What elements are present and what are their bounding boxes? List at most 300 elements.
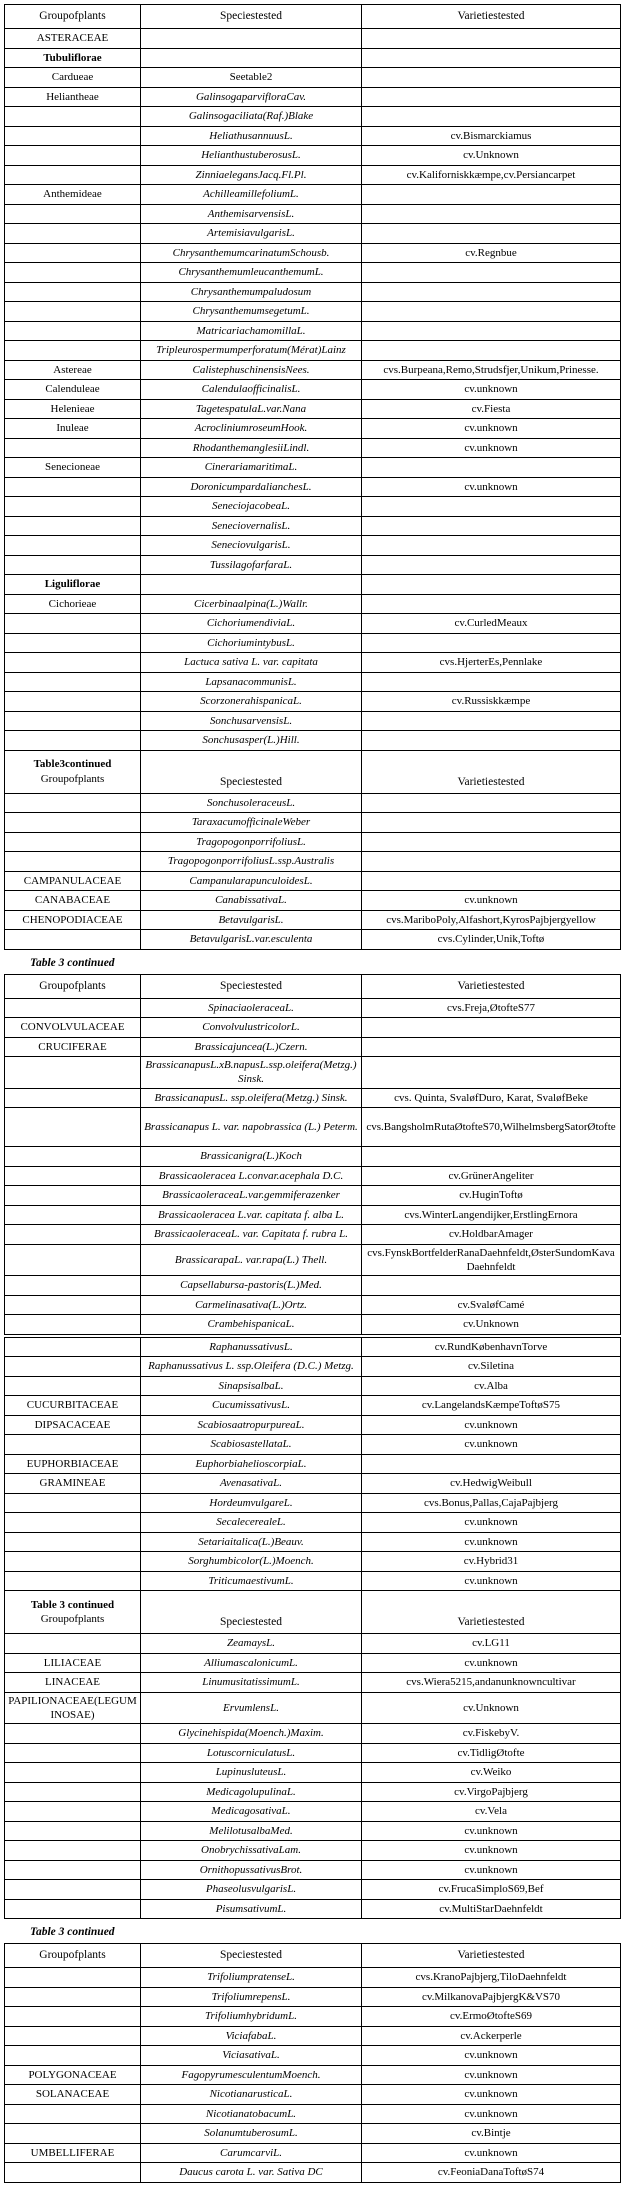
species-cell: AvenasativaL. xyxy=(141,1474,362,1494)
species-table xyxy=(4,1337,621,1920)
species-cell: Raphanussativus L. ssp.Oleifera (D.C.) Metzg. xyxy=(141,1357,362,1377)
species-cell: HelianthustuberosusL. xyxy=(141,146,362,166)
table-row xyxy=(5,1532,621,1552)
group-cell: CONVOLVULACEAE xyxy=(5,1018,141,1038)
species-cell: Sonchusasper(L.)Hill. xyxy=(141,731,362,751)
group-cell xyxy=(5,1532,141,1552)
species-cell: AlliumascalonicumL. xyxy=(141,1653,362,1673)
varieties-cell: cv.FrucaSimploS69,Bef xyxy=(362,1880,621,1900)
species-cell: Galinsogaciliata(Raf.)Blake xyxy=(141,107,362,127)
varieties-cell xyxy=(362,711,621,731)
table-row xyxy=(5,653,621,673)
varieties-cell xyxy=(362,68,621,88)
species-cell: CichoriumendiviaL. xyxy=(141,614,362,634)
table-row xyxy=(5,1782,621,1802)
group-cell: Cardueae xyxy=(5,68,141,88)
varieties-cell xyxy=(362,263,621,283)
table-row xyxy=(5,1018,621,1038)
group-cell xyxy=(5,731,141,751)
group-cell xyxy=(5,1337,141,1357)
table-row xyxy=(5,1225,621,1245)
group-cell: PAPILIONACEAE(LEGUMINOSAE) xyxy=(5,1692,141,1724)
table-row xyxy=(5,2026,621,2046)
group-cell: Inuleae xyxy=(5,419,141,439)
varieties-cell xyxy=(362,633,621,653)
table-row xyxy=(5,1552,621,1572)
varieties-cell: cv.Ackerperle xyxy=(362,2026,621,2046)
table-row xyxy=(5,1037,621,1057)
table-row xyxy=(5,1376,621,1396)
table-row xyxy=(5,1415,621,1435)
species-cell: Capsellabursa-pastoris(L.)Med. xyxy=(141,1276,362,1296)
group-cell xyxy=(5,516,141,536)
header-row xyxy=(5,5,621,29)
group-cell xyxy=(5,2026,141,2046)
group-cell: Helenieae xyxy=(5,399,141,419)
table-row xyxy=(5,1821,621,1841)
species-cell: CalistephuschinensisNees. xyxy=(141,360,362,380)
varieties-cell xyxy=(362,555,621,575)
species-cell: NicotianarusticaL. xyxy=(141,2085,362,2105)
group-cell xyxy=(5,1634,141,1654)
table-row xyxy=(5,2046,621,2066)
table-row xyxy=(5,321,621,341)
species-cell: TriticumaestivumL. xyxy=(141,1571,362,1591)
column-header-species: Speciestested xyxy=(141,974,362,998)
group-cell xyxy=(5,1205,141,1225)
species-cell: Cicerbinaalpina(L.)Wallr. xyxy=(141,594,362,614)
table-row xyxy=(5,1860,621,1880)
table-row xyxy=(5,692,621,712)
column-header-varieties: Varietiestested xyxy=(362,974,621,998)
varieties-cell: cv.Bintje xyxy=(362,2124,621,2144)
group-cell: Senecioneae xyxy=(5,458,141,478)
group-cell xyxy=(5,497,141,517)
varieties-cell: cv.unknown xyxy=(362,419,621,439)
species-cell: MedicagosativaL. xyxy=(141,1802,362,1822)
species-cell: ViciasativaL. xyxy=(141,2046,362,2066)
table-row xyxy=(5,1692,621,1724)
table-row xyxy=(5,107,621,127)
species-cell: BrassicarapaL. var.rapa(L.) Thell. xyxy=(141,1244,362,1276)
species-cell: SecalecerealeL. xyxy=(141,1513,362,1533)
group-cell xyxy=(5,126,141,146)
varieties-cell: cv.Russiskkæmpe xyxy=(362,692,621,712)
group-cell xyxy=(5,2124,141,2144)
varieties-cell xyxy=(362,731,621,751)
table-row xyxy=(5,380,621,400)
column-header-group: Groupofplants xyxy=(40,1613,105,1626)
varieties-cell: cv.HuginToftø xyxy=(362,1186,621,1206)
table-row xyxy=(5,1987,621,2007)
table-row xyxy=(5,419,621,439)
group-cell: CUCURBITACEAE xyxy=(5,1396,141,1416)
species-cell: CichoriumintybusL. xyxy=(141,633,362,653)
group-cell xyxy=(5,1376,141,1396)
species-cell: Daucus carota L. var. Sativa DC xyxy=(141,2163,362,2183)
column-header-group: Groupofplants xyxy=(5,5,141,29)
group-cell: Liguliflorae xyxy=(5,575,141,595)
table-row xyxy=(5,399,621,419)
group-cell xyxy=(5,633,141,653)
table-row xyxy=(5,1513,621,1533)
species-cell: BrassicaoleraceaL. var. Capitata f. rubra L. xyxy=(141,1225,362,1245)
varieties-cell: cv.unknown xyxy=(362,1513,621,1533)
species-cell: TrifoliumpratenseL. xyxy=(141,1968,362,1988)
species-cell: MatricariachamomillaL. xyxy=(141,321,362,341)
table-row xyxy=(5,458,621,478)
table-row xyxy=(5,48,621,68)
varieties-cell: cv.unknown xyxy=(362,1435,621,1455)
varieties-cell: cvs.Wiera5215,andanunknowncultivar xyxy=(362,1673,621,1693)
group-cell: EUPHORBIACEAE xyxy=(5,1454,141,1474)
species-cell: TrifoliumhybridumL. xyxy=(141,2007,362,2027)
table-row xyxy=(5,1186,621,1206)
table-row xyxy=(5,1337,621,1357)
table-row xyxy=(5,852,621,872)
group-cell xyxy=(5,282,141,302)
group-cell xyxy=(5,1821,141,1841)
column-header-species: Speciestested xyxy=(141,1944,362,1968)
table-row xyxy=(5,29,621,49)
species-cell: SeneciovernalisL. xyxy=(141,516,362,536)
table-row xyxy=(5,614,621,634)
table-row xyxy=(5,263,621,283)
species-cell: ScabiosastellataL. xyxy=(141,1435,362,1455)
varieties-cell xyxy=(362,458,621,478)
group-cell xyxy=(5,321,141,341)
species-cell: Glycinehispida(Moench.)Maxim. xyxy=(141,1724,362,1744)
group-cell xyxy=(5,1743,141,1763)
species-cell: OnobrychissativaLam. xyxy=(141,1841,362,1861)
group-cell xyxy=(5,2046,141,2066)
varieties-cell: cv.CurledMeaux xyxy=(362,614,621,634)
table-row xyxy=(5,87,621,107)
varieties-cell: cv.unknown xyxy=(362,1841,621,1861)
species-cell: Brassicaoleracea L.var. capitata f. alba L. xyxy=(141,1205,362,1225)
species-cell: HordeumvulgareL. xyxy=(141,1493,362,1513)
group-cell xyxy=(5,165,141,185)
varieties-cell xyxy=(362,672,621,692)
varieties-cell: cv.unknown xyxy=(362,2046,621,2066)
group-cell: CAMPANULACEAE xyxy=(5,871,141,891)
species-cell: DoronicumpardalianchesL. xyxy=(141,477,362,497)
species-cell: Brassicaoleracea L.convar.acephala D.C. xyxy=(141,1166,362,1186)
group-cell xyxy=(5,832,141,852)
group-cell xyxy=(5,1147,141,1167)
group-cell: Tubuliflorae xyxy=(5,48,141,68)
group-cell xyxy=(5,1987,141,2007)
group-cell xyxy=(5,1802,141,1822)
group-cell xyxy=(5,438,141,458)
table-row xyxy=(5,555,621,575)
species-cell: GalinsogaparvifloraCav. xyxy=(141,87,362,107)
species-cell: ChrysanthemumcarinatumSchousb. xyxy=(141,243,362,263)
group-cell xyxy=(5,1225,141,1245)
species-cell: EuphorbiahelioscorpiaL. xyxy=(141,1454,362,1474)
varieties-cell xyxy=(362,594,621,614)
varieties-cell: cv.FiskebyV. xyxy=(362,1724,621,1744)
varieties-cell xyxy=(362,1147,621,1167)
group-cell xyxy=(5,1276,141,1296)
group-cell xyxy=(5,1295,141,1315)
table-row xyxy=(5,204,621,224)
group-cell xyxy=(5,302,141,322)
varieties-cell xyxy=(362,1454,621,1474)
varieties-cell xyxy=(362,341,621,361)
column-header-varieties: Varietiestested xyxy=(362,1591,621,1634)
species-cell: BrassicaoleraceaL.var.gemmiferazenker xyxy=(141,1186,362,1206)
varieties-cell xyxy=(362,575,621,595)
table-row xyxy=(5,302,621,322)
species-cell: TagetespatulaL.var.Nana xyxy=(141,399,362,419)
varieties-cell: cv.unknown xyxy=(362,477,621,497)
group-cell xyxy=(5,1057,141,1089)
varieties-cell: cv.GrünerAngeliter xyxy=(362,1166,621,1186)
group-cell xyxy=(5,1860,141,1880)
group-cell xyxy=(5,146,141,166)
varieties-cell: cv.TidligØtofte xyxy=(362,1743,621,1763)
group-cell xyxy=(5,224,141,244)
varieties-cell: cv.unknown xyxy=(362,1821,621,1841)
varieties-cell: cv.Alba xyxy=(362,1376,621,1396)
varieties-cell: cvs.WinterLangendijker,ErstlingErnora xyxy=(362,1205,621,1225)
varieties-cell: cv.unknown xyxy=(362,891,621,911)
varieties-cell: cv.Unknown xyxy=(362,1692,621,1724)
group-cell: CRUCIFERAE xyxy=(5,1037,141,1057)
species-cell: OrnithopussativusBrot. xyxy=(141,1860,362,1880)
group-cell xyxy=(5,1315,141,1335)
species-cell: ScabiosaatropurpureaL. xyxy=(141,1415,362,1435)
table-row xyxy=(5,1724,621,1744)
column-header-group: Groupofplants xyxy=(5,1944,141,1968)
table-row xyxy=(5,1968,621,1988)
group-cell: GRAMINEAE xyxy=(5,1474,141,1494)
table-row xyxy=(5,1088,621,1108)
table-caption: Table 3 continued xyxy=(30,956,115,969)
group-cell xyxy=(5,692,141,712)
species-cell: HeliathusannuusL. xyxy=(141,126,362,146)
group-cell: POLYGONACEAE xyxy=(5,2065,141,2085)
species-cell: AchilleamillefoliumL. xyxy=(141,185,362,205)
varieties-cell xyxy=(362,1037,621,1057)
table-row xyxy=(5,224,621,244)
group-cell: SOLANACEAE xyxy=(5,2085,141,2105)
species-cell: TragopogonporrifoliusL. xyxy=(141,832,362,852)
group-cell xyxy=(5,1782,141,1802)
species-cell: BetavulgarisL.var.esculenta xyxy=(141,930,362,950)
table-row xyxy=(5,1634,621,1654)
group-cell: Calenduleae xyxy=(5,380,141,400)
group-cell xyxy=(5,555,141,575)
varieties-cell xyxy=(362,516,621,536)
species-cell: RhodanthemanglesiiLindl. xyxy=(141,438,362,458)
table-row xyxy=(5,2085,621,2105)
group-cell xyxy=(5,1571,141,1591)
group-cell xyxy=(5,1186,141,1206)
table-row xyxy=(5,910,621,930)
varieties-cell xyxy=(362,793,621,813)
group-cell xyxy=(5,477,141,497)
species-cell: TragopogonporrifoliusL.ssp.Australis xyxy=(141,852,362,872)
species-cell: ZinniaelegansJacq.Fl.Pl. xyxy=(141,165,362,185)
varieties-cell: cvs.Freja,ØtofteS77 xyxy=(362,998,621,1018)
varieties-cell: cv.SvaløfCamé xyxy=(362,1295,621,1315)
group-cell xyxy=(5,1841,141,1861)
group-cell xyxy=(5,614,141,634)
species-cell: Tripleurospermumperforatum(Mérat)Lainz xyxy=(141,341,362,361)
table-row xyxy=(5,438,621,458)
species-cell: ChrysanthemumleucanthemumL. xyxy=(141,263,362,283)
varieties-cell: cv.unknown xyxy=(362,1571,621,1591)
table-row xyxy=(5,2163,621,2183)
species-cell: SinapsisalbaL. xyxy=(141,1376,362,1396)
varieties-cell: cv.Kaliforniskkæmpe,cv.Persiancarpet xyxy=(362,165,621,185)
continued-title: Table 3 continued xyxy=(30,1598,115,1611)
varieties-cell: cv.Siletina xyxy=(362,1357,621,1377)
group-cell xyxy=(5,2104,141,2124)
varieties-cell xyxy=(362,204,621,224)
table-row xyxy=(5,711,621,731)
varieties-cell: cv.unknown xyxy=(362,1653,621,1673)
varieties-cell: cv.MultiStarDaehnfeldt xyxy=(362,1899,621,1919)
group-cell xyxy=(5,1513,141,1533)
table-row xyxy=(5,1899,621,1919)
species-cell: ChrysanthemumsegetumL. xyxy=(141,302,362,322)
table-row xyxy=(5,998,621,1018)
species-cell: SpinaciaoleraceaL. xyxy=(141,998,362,1018)
table-row xyxy=(5,1743,621,1763)
species-cell: SonchusarvensisL. xyxy=(141,711,362,731)
species-cell: FagopyrumesculentumMoench. xyxy=(141,2065,362,2085)
species-cell: BrassicanapusL. ssp.oleifera(Metzg.) Sinsk. xyxy=(141,1088,362,1108)
species-cell: TussilagofarfaraL. xyxy=(141,555,362,575)
species-cell: LinumusitatissimumL. xyxy=(141,1673,362,1693)
group-cell: DIPSACACEAE xyxy=(5,1415,141,1435)
group-cell xyxy=(5,998,141,1018)
varieties-cell: cv.Regnbue xyxy=(362,243,621,263)
table-row xyxy=(5,891,621,911)
varieties-cell: cv.LG11 xyxy=(362,1634,621,1654)
varieties-cell xyxy=(362,813,621,833)
table-row xyxy=(5,2065,621,2085)
column-header-species: Speciestested xyxy=(141,1591,362,1634)
group-cell xyxy=(5,107,141,127)
table-row xyxy=(5,497,621,517)
varieties-cell: cvs.Burpeana,Remo,Strudsfjer,Unikum,Prinesse. xyxy=(362,360,621,380)
species-cell: MelilotusalbaMed. xyxy=(141,1821,362,1841)
group-cell: LINACEAE xyxy=(5,1673,141,1693)
group-cell: LILIACEAE xyxy=(5,1653,141,1673)
species-cell: CucumissativusL. xyxy=(141,1396,362,1416)
species-cell: LotuscorniculatusL. xyxy=(141,1743,362,1763)
varieties-cell xyxy=(362,302,621,322)
group-cell xyxy=(5,1244,141,1276)
varieties-cell xyxy=(362,48,621,68)
species-cell: Setariaitalica(L.)Beauv. xyxy=(141,1532,362,1552)
column-header-species: Speciestested xyxy=(141,5,362,29)
table-row xyxy=(5,1880,621,1900)
table-row xyxy=(5,126,621,146)
table-row xyxy=(5,2104,621,2124)
table-row xyxy=(5,1763,621,1783)
varieties-cell: cv.unknown xyxy=(362,2085,621,2105)
table-row xyxy=(5,1147,621,1167)
varieties-cell: cv.ErmoØtofteS69 xyxy=(362,2007,621,2027)
varieties-cell xyxy=(362,107,621,127)
species-cell: Lactuca sativa L. var. capitata xyxy=(141,653,362,673)
varieties-cell: cvs.MariboPoly,Alfashort,KyrosPajbjergyellow xyxy=(362,910,621,930)
group-cell xyxy=(5,930,141,950)
table-row xyxy=(5,1653,621,1673)
table-row xyxy=(5,930,621,950)
group-cell: Cichorieae xyxy=(5,594,141,614)
table-row xyxy=(5,1454,621,1474)
species-cell: RaphanussativusL. xyxy=(141,1337,362,1357)
continued-header-group-cell xyxy=(5,750,141,793)
varieties-cell xyxy=(362,87,621,107)
header-row xyxy=(5,974,621,998)
varieties-cell xyxy=(362,321,621,341)
species-cell: ConvolvulustricolorL. xyxy=(141,1018,362,1038)
varieties-cell: cv.unknown xyxy=(362,438,621,458)
group-cell xyxy=(5,1493,141,1513)
varieties-cell: cvs.HjerterEs,Pennlake xyxy=(362,653,621,673)
species-cell: PhaseolusvulgarisL. xyxy=(141,1880,362,1900)
table-row xyxy=(5,68,621,88)
species-cell: Brassicanigra(L.)Koch xyxy=(141,1147,362,1167)
species-cell: LupinusluteusL. xyxy=(141,1763,362,1783)
varieties-cell xyxy=(362,536,621,556)
table-row xyxy=(5,2007,621,2027)
column-header-group: Groupofplants xyxy=(40,772,105,785)
species-cell: ViciafabaL. xyxy=(141,2026,362,2046)
varieties-cell: cv.unknown xyxy=(362,1532,621,1552)
column-header-varieties: Varietiestested xyxy=(362,750,621,793)
species-cell: TaraxacumofficinaleWeber xyxy=(141,813,362,833)
group-cell xyxy=(5,2007,141,2027)
table-row xyxy=(5,1295,621,1315)
species-cell: CinerariamaritimaL. xyxy=(141,458,362,478)
group-cell xyxy=(5,243,141,263)
column-header-species: Speciestested xyxy=(141,750,362,793)
varieties-cell xyxy=(362,1018,621,1038)
species-cell: SolanumtuberosumL. xyxy=(141,2124,362,2144)
species-table xyxy=(4,974,621,1335)
varieties-cell: cv.unknown xyxy=(362,1860,621,1880)
varieties-cell: cv.FeoniaDanaToftøS74 xyxy=(362,2163,621,2183)
group-cell: Heliantheae xyxy=(5,87,141,107)
group-cell xyxy=(5,813,141,833)
varieties-cell: cv.unknown xyxy=(362,1415,621,1435)
table-row xyxy=(5,165,621,185)
varieties-cell xyxy=(362,852,621,872)
table-row xyxy=(5,1493,621,1513)
table-row xyxy=(5,243,621,263)
table-caption: Table 3 continued xyxy=(30,1926,115,1939)
varieties-cell: cv.LangelandsKæmpeToftøS75 xyxy=(362,1396,621,1416)
varieties-cell: cv.unknown xyxy=(362,380,621,400)
group-cell xyxy=(5,204,141,224)
varieties-cell xyxy=(362,497,621,517)
group-cell xyxy=(5,1435,141,1455)
species-cell: CarumcarviL. xyxy=(141,2143,362,2163)
group-cell xyxy=(5,1899,141,1919)
varieties-cell: cvs. Quinta, SvaløfDuro, Karat, SvaløfBeke xyxy=(362,1088,621,1108)
varieties-cell: cv.HedwigWeibull xyxy=(362,1474,621,1494)
varieties-cell xyxy=(362,871,621,891)
varieties-cell: cvs.Bonus,Pallas,CajaPajbjerg xyxy=(362,1493,621,1513)
